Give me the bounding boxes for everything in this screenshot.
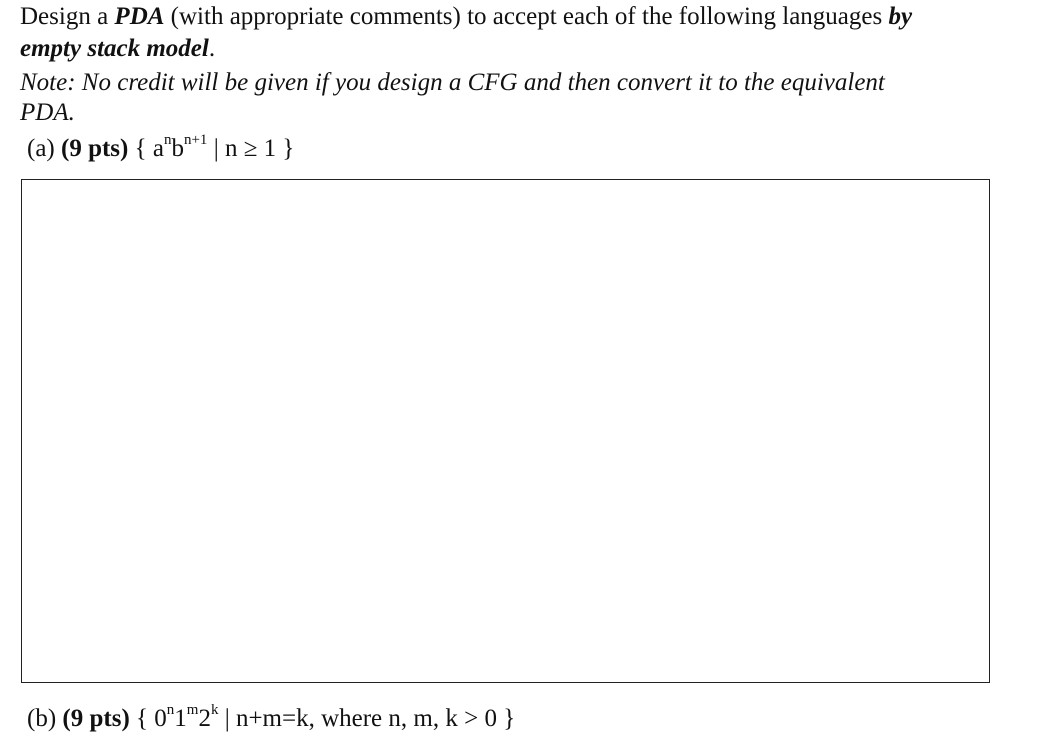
note-line-2: PDA. [20,99,75,126]
part-a-exponent-1: n [163,131,172,148]
part-b-exponent-2: m [186,701,199,718]
part-b-two: 2 [198,705,211,732]
instruction-period: . [208,35,216,62]
part-a-exponent-2: n+1 [183,131,208,148]
by-term: by [888,3,913,30]
instruction-line-1 [20,2,912,32]
part-a-open: { a [128,135,164,162]
note-line-1: Note: No credit will be given if you design a CFG and then convert it to the equivalent [20,69,885,96]
part-b-label: (b) [27,705,63,732]
part-b-points: (9 pts) [62,705,130,732]
part-b-exponent-3: k [210,701,219,718]
part-b-question [27,701,516,734]
part-b-condition: | n+m=k, where n, m, k > 0 } [218,705,516,732]
part-a-condition: | n ≥ 1 } [207,135,295,162]
answer-box-part-a[interactable] [21,179,990,683]
part-a-question [27,131,295,164]
part-a-label: (a) [27,135,61,162]
part-b-exponent-1: n [166,701,175,718]
part-a-b: b [171,135,184,162]
empty-stack-model-term: empty stack model [20,35,209,62]
instruction-text-2: (with appropriate comments) to accept each of the following languages [164,3,889,30]
instruction-line-2 [20,34,215,64]
part-a-points: (9 pts) [61,135,129,162]
part-b-open: { 0 [129,705,167,732]
instruction-text-1: Design a [20,3,115,30]
pda-term: PDA [114,3,165,30]
part-b-one: 1 [174,705,187,732]
